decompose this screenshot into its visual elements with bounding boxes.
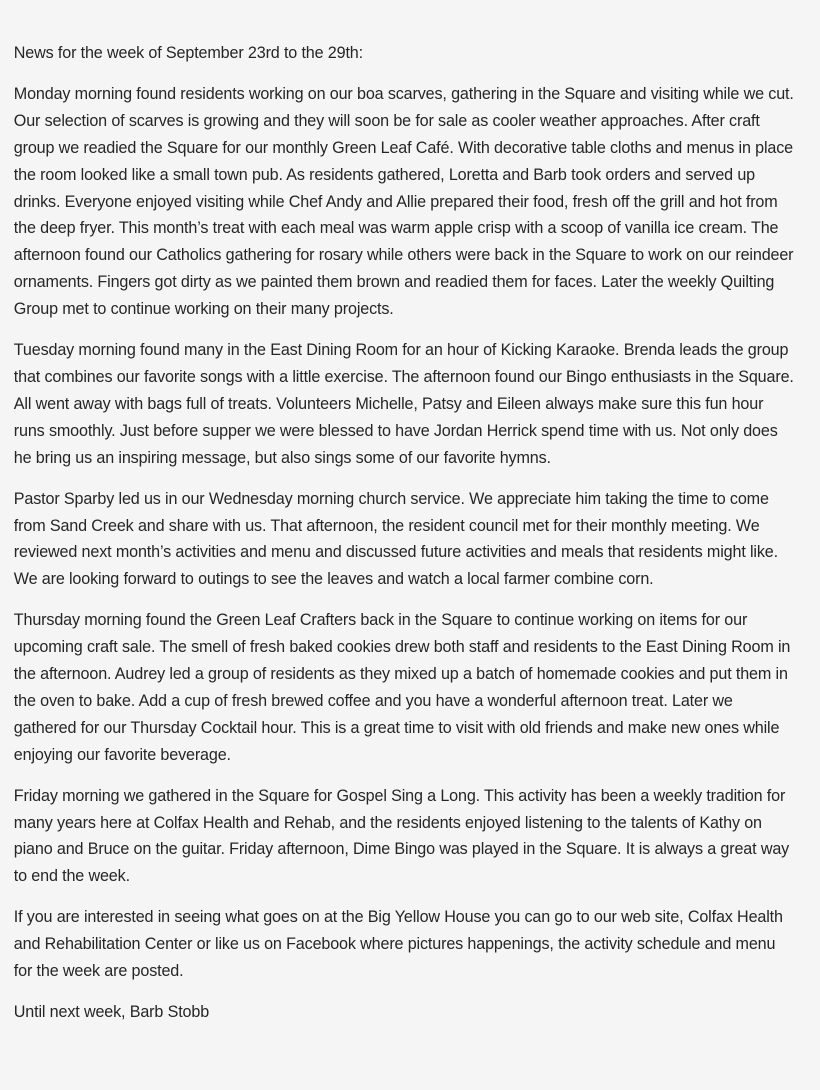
paragraph-wednesday: Pastor Sparby led us in our Wednesday morning church service. We appreciate him taking the time to come from Sand Creek and share with us. That afternoon, the resident council met for their monthly meeting. We reviewed next month’s activities and menu and discussed future activities and meals that residents might like. We are looking forward to outings to see the leaves and watch a local farmer combine corn. xyxy=(13,489,778,589)
signoff: Until next week, Barb Stobb xyxy=(13,1003,210,1021)
paragraph-website-info: If you are interested in seeing what goes on at the Big Yellow House you can go to our web site, Colfax Health and Rehabilitation Center or like us on Facebook where pictures happenings, the activity schedule and menu for the week are posted. xyxy=(13,908,783,981)
news-heading: News for the week of September 23rd to the 29th: xyxy=(13,44,363,62)
paragraph-tuesday: Tuesday morning found many in the East Dining Room for an hour of Kicking Karaoke. Brenda leads the group that combines our favorite songs with a little exercise. The afternoon found our Bingo enthusiasts in the Square. All went away with bags full of treats. Volunteers Michelle, Patsy and Eileen always make sure this fun hour runs smoothly. Just before supper we were blessed to have Jordan Herrick spend time with us. Not only does he bring us an inspiring message, but also sings some of our favorite hymns. xyxy=(13,341,794,467)
paragraph-thursday: Thursday morning found the Green Leaf Crafters back in the Square to continue working on items for our upcoming craft sale. The smell of fresh baked cookies drew both staff and residents to the East Dining Room in the afternoon. Audrey led a group of residents as they mixed up a batch of homemade cookies and put them in the oven to bake. Add a cup of fresh brewed coffee and you have a wonderful afternoon treat. Later we gathered for our Thursday Cocktail hour. This is a great time to visit with old friends and make new ones while enjoying our favorite beverage. xyxy=(13,611,791,764)
paragraph-friday: Friday morning we gathered in the Square for Gospel Sing a Long. This activity has been a weekly tradition for many years here at Colfax Health and Rehab, and the residents enjoyed listening to the talents of Kathy on piano and Bruce on the guitar. Friday afternoon, Dime Bingo was played in the Square. It is always a great way to end the week. xyxy=(13,786,790,886)
paragraph-monday: Monday morning found residents working on our boa scarves, gathering in the Square and visiting while we cut. Our selection of scarves is growing and they will soon be for sale as cooler weather approaches. After craft group we readied the Square for our monthly Green Leaf Café. With decorative table cloths and menus in place the room looked like a small town pub. As residents gathered, Loretta and Barb took orders and served up drinks. Everyone enjoyed visiting while Chef Andy and Allie prepared their food, fresh off the grill and hot from the deep fryer. This month’s treat with each meal was warm apple crisp with a scoop of vanilla ice cream. The afternoon found our Catholics gathering for rosary while others were back in the Square to work on our reindeer ornaments. Fingers got dirty as we painted them brown and readied them for faces. Later the weekly Quilting Group met to continue working on their many projects. xyxy=(13,84,794,319)
